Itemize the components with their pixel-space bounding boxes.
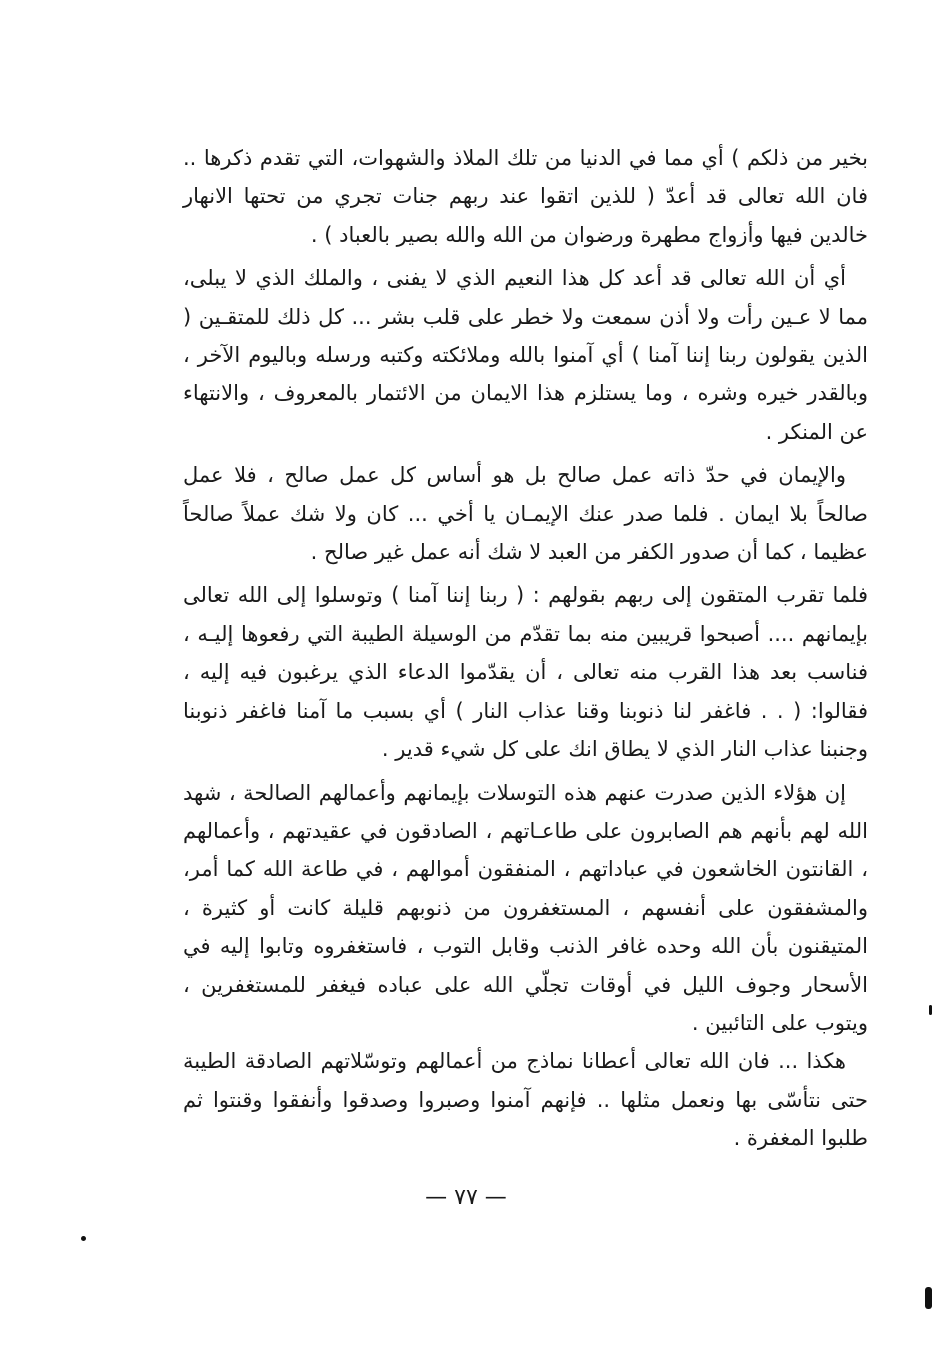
scan-speck bbox=[925, 1287, 932, 1309]
paragraph-1: بخير من ذلكم ) أي مما في الدنيا من تلك الملاذ والشهوات، التي تقدم ذكرها .. فان الله تعالى قد أعدّ ( للذين اتقوا عند ربهم جنات تجري من تحتها الانهار خالدين فيها وأزواج مطهرة ورضوان من الله والله بصير بالعباد ) . bbox=[183, 146, 868, 247]
paragraph-3: والإيمان في حدّ ذاته عمل صالح بل هو أساس كل عمل صالح ، فلا عمل صالحاً بلا ايمان . فلما صدر عنك الإيمـان يا أخي ... كان ولا شك عملاً صالحاً عظيما ، كما أن صدور الكفر من العبد لا شك أنه عمل غير صالح . bbox=[183, 463, 868, 565]
page-number: — ٧٧ — bbox=[425, 1185, 507, 1210]
paragraph-5: إن هؤلاء الذين صدرت عنهم هذه التوسلات بإيمانهم وأعمالهم الصالحة ، شهد الله لهم بأنهم هم الصابرون على طاعـاتهم ، الصادقون في عقيدتهم ، وأعمالهم ، القانتون الخاشعون في عباداتهم ، المنفقون أموالهم ، في طاعة الله كما أمر، والمشفقون على أنفسهم ، المستغفرون من ذنوبهم قليلة كانت أو كثيرة ، المتيقنون بأن الله وحده غافر الذنب وقابل التوب ، فاستغفروه وتابوا إليه في الأسحار وجوف الليل في أوقات تجلّي الله على عباده فيغفر للمستغفرين ، ويتوب على التائبين . bbox=[183, 780, 868, 1035]
scan-speck bbox=[81, 1236, 86, 1241]
body-text bbox=[183, 139, 868, 1158]
paragraph-4: فلما تقرب المتقون إلى ربهم بقولهم : ( ربنا إننا آمنا ) وتوسلوا إلى الله تعالى بإيمانهم .... أصبحوا قريبين منه بما تقدّم من الوسيلة الطيبة التي رفعوها إليـه ، فناسب بعد هذا القرب منه تعالى ، أن يقدّموا الدعاء الذي يرغبون فيه إليه ، فقالوا: ( . . فاغفر لنا ذنوبنا وقنا عذاب النار ) أي بسبب ما آمنا فاغفر ذنوبنا وجنبنا عذاب النار الذي لا يطاق انك على كل شيء قدير . bbox=[183, 583, 868, 762]
paragraph-2: أي أن الله تعالى قد أعد كل هذا النعيم الذي لا يفنى ، والملك الذي لا يبلى، مما لا عـين رأت ولا أذن سمعت ولا خطر على قلب بشر ... كل ذلك للمتقـين ( الذين يقولون ربنا إننا آمنا ) أي آمنوا بالله وملائكته وكتبه ورسله وباليوم الآخر ، وبالقدر خيره وشره ، وما يستلزم هذا الايمان من الائتمار بالمعروف ، والانتهاء عن المنكر . bbox=[183, 266, 868, 444]
paragraph-6: هكذا ... فان الله تعالى أعطانا نماذج من أعمالهم وتوسّلاتهم الصادقة الطيبة حتى نتأسّى بها ونعمل مثلها .. فإنهم آمنوا وصبروا وصدقوا وأنفقوا وقنتوا ثم طلبوا المغفرة . bbox=[183, 1049, 868, 1151]
